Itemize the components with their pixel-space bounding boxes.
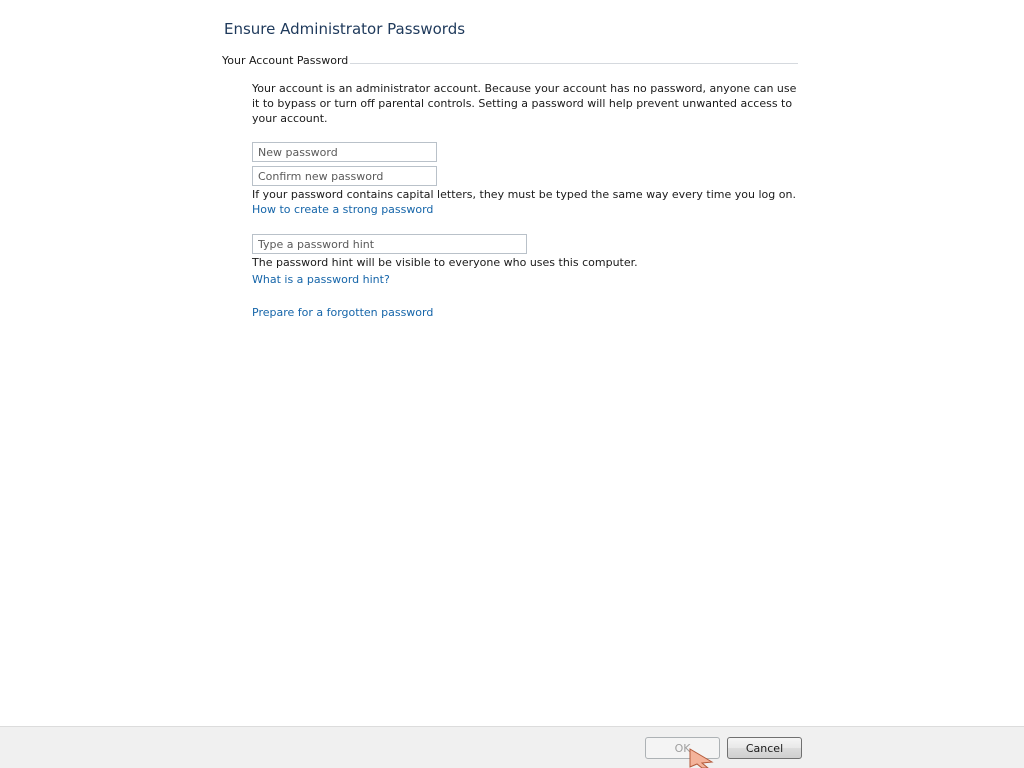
ok-button[interactable]: OK xyxy=(645,737,720,759)
strong-password-link[interactable]: How to create a strong password xyxy=(252,203,434,216)
section-header xyxy=(222,54,798,70)
arrow-cursor-icon xyxy=(688,748,716,768)
capital-letters-note: If your password contains capital letters, they must be typed the same way every time you log on. xyxy=(252,188,796,201)
confirm-password-input[interactable] xyxy=(252,166,437,186)
password-hint-input[interactable] xyxy=(252,234,527,254)
cancel-button[interactable]: Cancel xyxy=(727,737,802,759)
hint-visibility-note: The password hint will be visible to everyone who uses this computer. xyxy=(252,256,638,269)
dialog-footer xyxy=(0,726,1024,768)
what-is-hint-link[interactable]: What is a password hint? xyxy=(252,273,390,286)
forgotten-password-link[interactable]: Prepare for a forgotten password xyxy=(252,306,434,319)
page-title: Ensure Administrator Passwords xyxy=(224,20,466,38)
account-description: Your account is an administrator account. Because your account has no password, anyone can use it to bypass or turn off parental controls. Setting a password will help prevent unwanted access to your account. xyxy=(252,82,797,125)
new-password-input[interactable] xyxy=(252,142,437,162)
section-label: Your Account Password xyxy=(222,54,349,67)
